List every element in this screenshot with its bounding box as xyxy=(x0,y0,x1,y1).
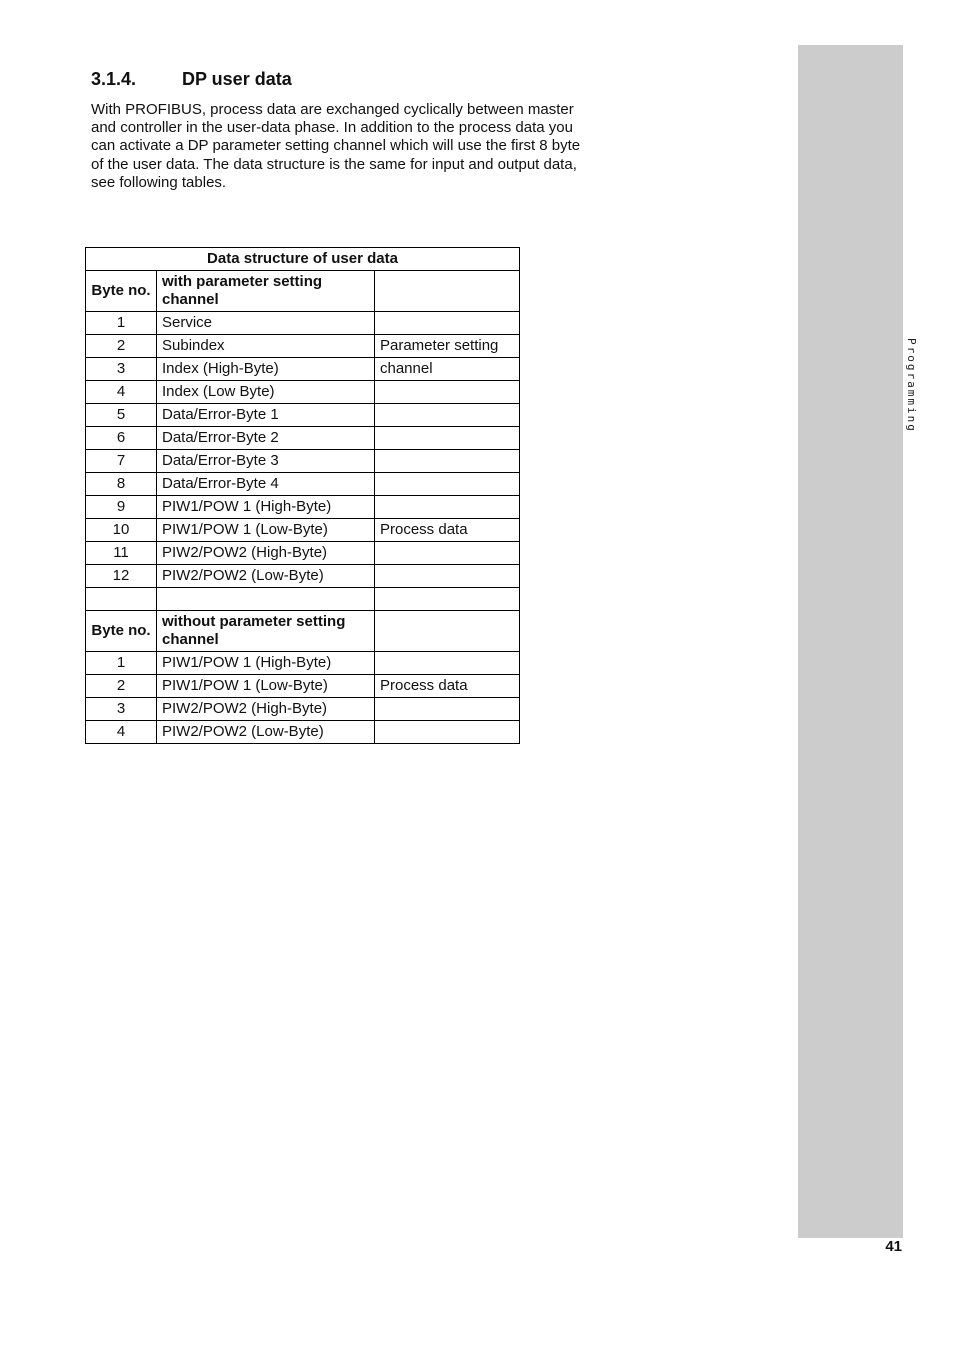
byte-cell: 2 xyxy=(86,335,157,358)
table-row xyxy=(86,358,520,381)
description-cell: PIW2/POW2 (Low-Byte) xyxy=(157,565,375,588)
description-cell: PIW2/POW2 (High-Byte) xyxy=(157,542,375,565)
byte-cell: 4 xyxy=(86,721,157,744)
table-row xyxy=(86,519,520,542)
table-caption: Data structure of user data xyxy=(86,248,520,271)
table-spacer-row xyxy=(86,588,520,611)
byte-cell: 12 xyxy=(86,565,157,588)
note-cell xyxy=(375,404,520,427)
description-cell: Data/Error-Byte 4 xyxy=(157,473,375,496)
note-cell xyxy=(375,450,520,473)
table-row xyxy=(86,698,520,721)
description-cell: Service xyxy=(157,312,375,335)
note-cell xyxy=(375,381,520,404)
byte-cell: 5 xyxy=(86,404,157,427)
description-cell: Data/Error-Byte 3 xyxy=(157,450,375,473)
note-cell xyxy=(375,698,520,721)
note-cell xyxy=(375,427,520,450)
table-row xyxy=(86,652,520,675)
note-cell: channel xyxy=(375,358,520,381)
description-cell: PIW1/POW 1 (Low-Byte) xyxy=(157,675,375,698)
note-cell xyxy=(375,496,520,519)
section-number: 3.1.4. xyxy=(91,69,137,89)
table-row xyxy=(86,450,520,473)
byte-cell: Byte no. xyxy=(86,271,157,312)
table-body xyxy=(86,271,520,744)
note-cell xyxy=(375,312,520,335)
note-cell xyxy=(375,473,520,496)
intro-paragraph: With PROFIBUS, process data are exchanged cyclically between master and controller in the user-data phase. In addition to the process data you can activate a DP parameter setting channel which will use the first 8 byte of the user data. The data structure is the same for input and output data, see following tables. xyxy=(91,101,581,191)
byte-cell: 3 xyxy=(86,358,157,381)
table-group-header xyxy=(86,611,520,652)
table-row xyxy=(86,404,520,427)
description-cell: PIW2/POW2 (High-Byte) xyxy=(157,698,375,721)
byte-cell: 8 xyxy=(86,473,157,496)
note-cell xyxy=(375,611,520,652)
byte-cell: 7 xyxy=(86,450,157,473)
byte-cell: 1 xyxy=(86,652,157,675)
note-cell xyxy=(375,271,520,312)
table-row xyxy=(86,542,520,565)
empty-cell xyxy=(86,588,157,611)
description-cell: Index (Low Byte) xyxy=(157,381,375,404)
description-cell: PIW1/POW 1 (High-Byte) xyxy=(157,496,375,519)
description-cell: PIW1/POW 1 (Low-Byte) xyxy=(157,519,375,542)
byte-cell: 4 xyxy=(86,381,157,404)
table-group-header xyxy=(86,271,520,312)
note-cell: Parameter setting xyxy=(375,335,520,358)
page-number: 41 xyxy=(885,1238,902,1255)
description-cell: Subindex xyxy=(157,335,375,358)
description-cell: with parameter setting channel xyxy=(157,271,375,312)
byte-cell: 9 xyxy=(86,496,157,519)
byte-cell: 11 xyxy=(86,542,157,565)
description-cell: Data/Error-Byte 1 xyxy=(157,404,375,427)
description-cell: without parameter setting channel xyxy=(157,611,375,652)
byte-cell: 3 xyxy=(86,698,157,721)
note-cell xyxy=(375,721,520,744)
table-row xyxy=(86,312,520,335)
table-row xyxy=(86,381,520,404)
description-cell: Data/Error-Byte 2 xyxy=(157,427,375,450)
note-cell: Process data xyxy=(375,519,520,542)
empty-cell xyxy=(157,588,375,611)
section-title: DP user data xyxy=(182,69,292,89)
table-row xyxy=(86,427,520,450)
section-heading xyxy=(91,69,292,90)
byte-cell: 6 xyxy=(86,427,157,450)
note-cell xyxy=(375,542,520,565)
table-row xyxy=(86,721,520,744)
table-row xyxy=(86,335,520,358)
byte-cell: Byte no. xyxy=(86,611,157,652)
chapter-sidebar xyxy=(798,45,903,1238)
note-cell xyxy=(375,565,520,588)
table-row xyxy=(86,675,520,698)
byte-cell: 1 xyxy=(86,312,157,335)
chapter-tab-label: Programming xyxy=(905,338,918,433)
description-cell: PIW1/POW 1 (High-Byte) xyxy=(157,652,375,675)
user-data-table xyxy=(85,247,520,744)
table-row xyxy=(86,496,520,519)
note-cell xyxy=(375,652,520,675)
byte-cell: 10 xyxy=(86,519,157,542)
table-row xyxy=(86,565,520,588)
empty-cell xyxy=(375,588,520,611)
description-cell: PIW2/POW2 (Low-Byte) xyxy=(157,721,375,744)
byte-cell: 2 xyxy=(86,675,157,698)
table-row xyxy=(86,473,520,496)
note-cell: Process data xyxy=(375,675,520,698)
description-cell: Index (High-Byte) xyxy=(157,358,375,381)
